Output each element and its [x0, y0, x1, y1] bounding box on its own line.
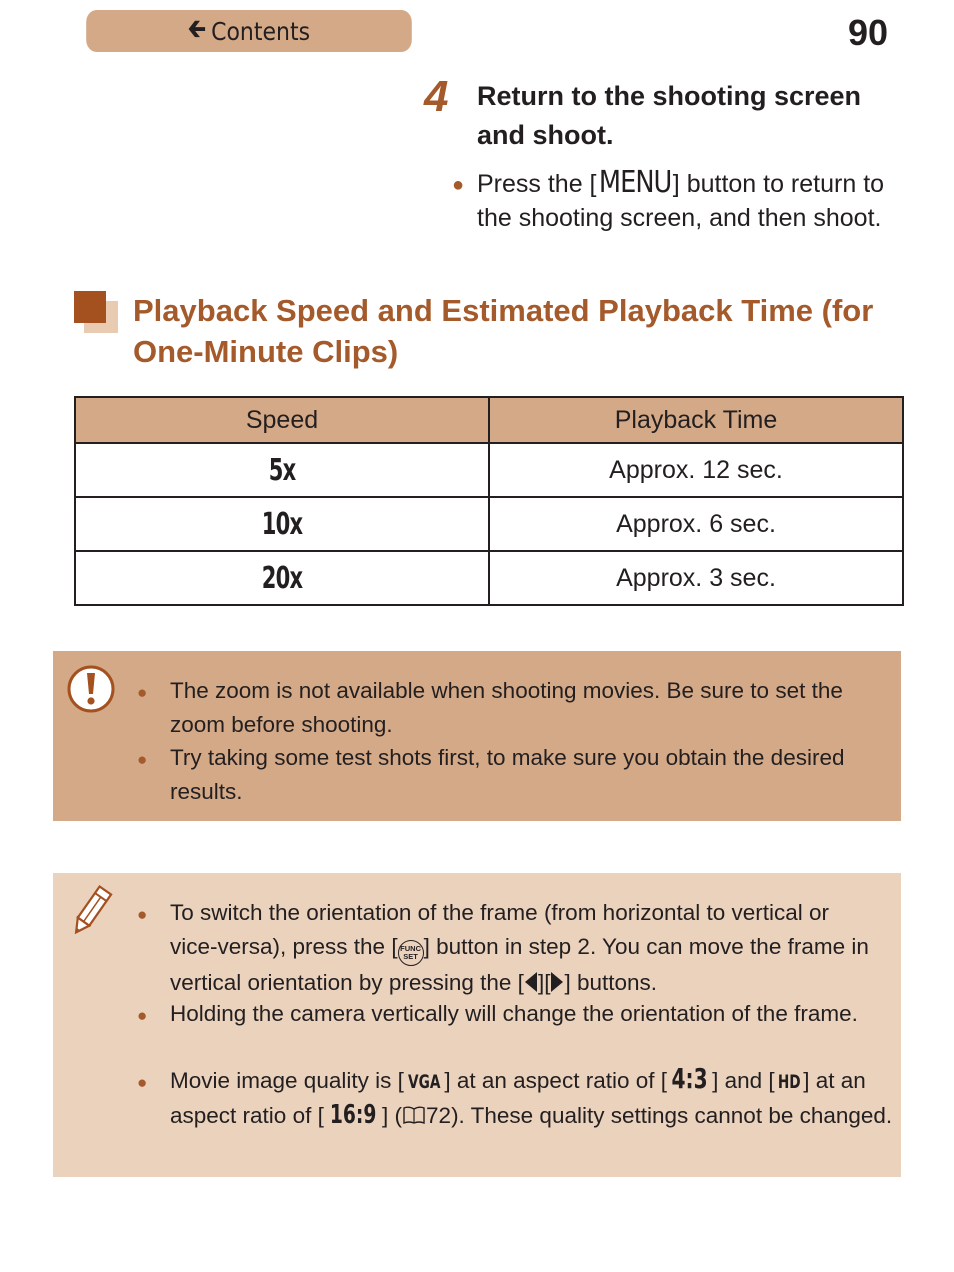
header-speed: Speed: [75, 397, 489, 443]
table-row: [75, 443, 903, 497]
right-arrow-icon: [550, 971, 564, 993]
info-item: [170, 1064, 895, 1133]
section-marker-icon: [74, 291, 118, 333]
header-playback-time: Playback Time: [489, 397, 903, 443]
contents-label: Contents: [211, 16, 311, 46]
step-text-post: ] button to return to the shooting screen, and then shoot.: [477, 170, 885, 232]
info-text: ). These quality settings cannot be changed.: [451, 1103, 893, 1128]
vga-quality-icon: VGA: [407, 1071, 441, 1093]
bullet-dot-icon: ●: [452, 174, 465, 196]
bullet-dot-icon: ●: [137, 1006, 148, 1025]
func-set-button-icon: [398, 940, 424, 966]
playback-time-cell: Approx. 12 sec.: [489, 443, 903, 497]
table-row: [75, 551, 903, 605]
info-text: ] button in step 2. You can move the frame in vertical orientation by pressing the [: [170, 934, 869, 995]
info-text: ] at an aspect ratio of [: [444, 1068, 667, 1093]
info-text: ] and [: [712, 1068, 775, 1093]
caution-item: The zoom is not available when shooting movies. Be sure to set the zoom before shooting.: [170, 678, 843, 737]
step-title: Return to the shooting screen and shoot.: [477, 81, 862, 150]
info-item: Holding the camera vertically will change the orientation of the frame.: [170, 1001, 858, 1026]
pencil-icon: [68, 884, 114, 938]
aspect-16-9-icon: 16:9: [329, 1100, 377, 1130]
book-reference-icon: [402, 1105, 426, 1125]
bullet-dot-icon: ●: [137, 750, 148, 769]
info-text: Movie image quality is [: [170, 1068, 404, 1093]
info-text: ] at an aspect ratio of [: [170, 1068, 866, 1128]
left-arrow-icon: [524, 971, 538, 993]
table-header-row: [75, 397, 903, 443]
playback-speed-table: [74, 396, 904, 606]
exclamation-circle-icon: [66, 664, 116, 714]
speed-10x-icon: 10x: [261, 506, 303, 542]
info-text: ] buttons.: [564, 970, 658, 995]
speed-5x-icon: 5x: [268, 452, 296, 488]
func-label: FUNC: [400, 944, 421, 953]
menu-button-icon: MENU: [598, 165, 671, 200]
aspect-4-3-icon: 4:3: [671, 1062, 708, 1095]
step-number: 4: [424, 72, 449, 121]
hd-quality-icon: HD: [777, 1071, 801, 1093]
playback-time-cell: Approx. 6 sec.: [489, 497, 903, 551]
info-text: To switch the orientation of the frame (from horizontal to vertical or vice-versa), press the [: [170, 900, 830, 959]
contents-button[interactable]: [86, 10, 412, 52]
speed-20x-icon: 20x: [261, 560, 303, 596]
set-label: SET: [403, 952, 418, 961]
step-instruction: [477, 166, 917, 235]
info-text: ][: [537, 970, 551, 995]
bullet-dot-icon: ●: [137, 1073, 148, 1092]
info-item: [170, 896, 880, 1000]
bullet-dot-icon: ●: [137, 905, 148, 924]
caution-item: Try taking some test shots first, to make sure you obtain the desired results.: [170, 745, 845, 804]
bullet-dot-icon: ●: [137, 683, 148, 702]
page-number: 90: [847, 12, 888, 53]
info-text: ] (: [382, 1103, 403, 1128]
page-reference[interactable]: 72: [426, 1103, 452, 1128]
back-arrow-icon: 🡰: [187, 13, 206, 43]
step-text-pre: Press the [: [477, 170, 597, 198]
playback-time-cell: Approx. 3 sec.: [489, 551, 903, 605]
section-title: Playback Speed and Estimated Playback Time (for One-Minute Clips): [133, 293, 874, 369]
table-row: [75, 497, 903, 551]
